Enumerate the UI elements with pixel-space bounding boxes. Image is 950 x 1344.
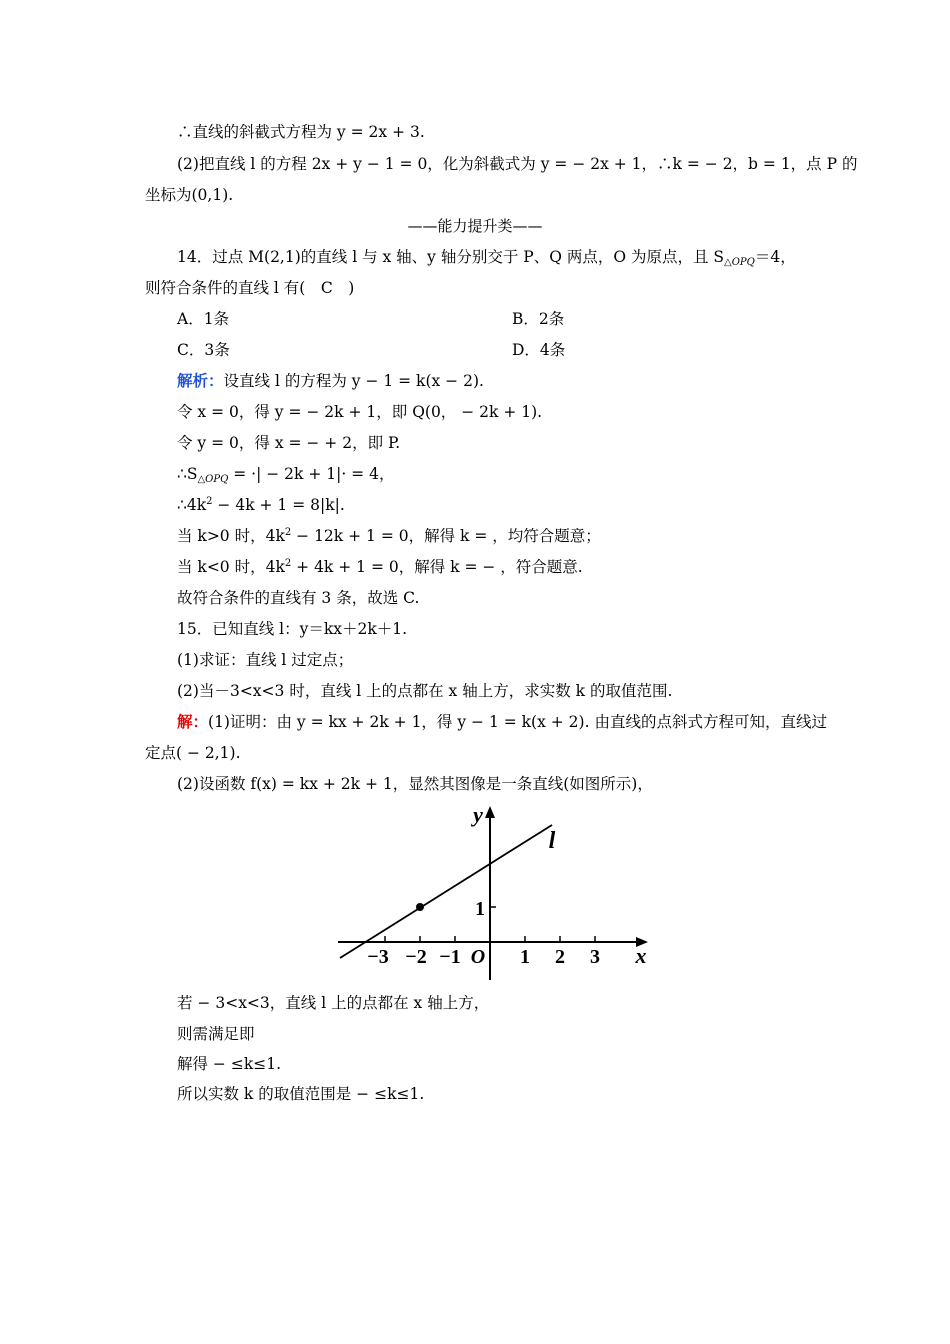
- function-line-l: [340, 825, 552, 958]
- x-tick-label: 3: [590, 946, 600, 968]
- superscript: 2: [284, 527, 292, 538]
- text-line: 解得 − ≤k≤1.: [177, 1055, 281, 1073]
- solution-14-line: [177, 371, 484, 391]
- question-14: [177, 247, 796, 273]
- subscript: △OPQ: [724, 257, 755, 268]
- text-line: [177, 495, 345, 515]
- text-part: − 4k + 1 = 8|k|.: [212, 496, 345, 514]
- solution-label: 解析：: [177, 371, 224, 390]
- line-graph-figure: [330, 800, 660, 990]
- option-a: A．1条: [177, 310, 230, 328]
- origin-label: O: [470, 946, 486, 968]
- y-axis-arrow: [485, 806, 495, 818]
- text-line: (2)当－3<x<3 时，直线 l 上的点都在 x 轴上方，求实数 k 的取值范围.: [177, 682, 673, 700]
- solution-text: 设直线 l 的方程为 y − 1 = k(x − 2).: [223, 372, 484, 390]
- option-c: C．3条: [177, 341, 230, 359]
- text-line: 则符合条件的直线 l 有( C ): [145, 279, 355, 297]
- question-15: 15．已知直线 l：y＝kx＋2k＋1.: [177, 620, 408, 638]
- text-line: 则需满足即: [177, 1025, 255, 1043]
- text-line: 定点( − 2,1).: [145, 744, 241, 762]
- text-line: (2)把直线 l 的方程 2x + y − 1 = 0，化为斜截式为 y = − 2x + 1，∴k = − 2，b = 1，点 P 的: [177, 155, 858, 173]
- subscript: △OPQ: [197, 474, 229, 485]
- option-b: B．2条: [512, 310, 565, 328]
- text-part: 当 k<0 时，4k: [177, 558, 285, 576]
- text-part: ∴4k: [177, 496, 207, 514]
- text-part: + 4k + 1 = 0，解得 k = − ，符合题意.: [291, 558, 583, 576]
- option-d: D．4条: [512, 341, 566, 359]
- text-line: [177, 464, 394, 490]
- text-part: ∴S: [177, 465, 198, 483]
- text-part: = ·| − 2k + 1|· = 4，: [228, 465, 395, 483]
- x-tick-label: 1: [520, 946, 530, 968]
- text-line: 坐标为(0,1).: [145, 186, 234, 204]
- question-14-text-end: ＝4，: [754, 248, 796, 266]
- y-tick-label: 1: [475, 898, 485, 920]
- fixed-point: [416, 903, 424, 911]
- line-label: l: [548, 828, 556, 854]
- x-tick-label: −2: [405, 946, 427, 968]
- text-line: [177, 557, 583, 577]
- x-tick-label: −1: [439, 946, 461, 968]
- solution-text: (1)证明：由 y = kx + 2k + 1，得 y − 1 = k(x + 2). 由直线的点斜式方程可知，直线过: [208, 713, 827, 731]
- superscript: 2: [284, 558, 292, 569]
- question-14-text: 14．过点 M(2,1)的直线 l 与 x 轴、y 轴分别交于 P、Q 两点，O 为原点，且 S: [177, 248, 725, 266]
- text-line: 令 y = 0，得 x = − + 2，即 P.: [177, 434, 401, 452]
- text-line: (1)求证：直线 l 过定点；: [177, 651, 354, 669]
- x-tick-label: −3: [367, 946, 389, 968]
- text-line: (2)设函数 f(x) = kx + 2k + 1，显然其图像是一条直线(如图所示)，: [177, 775, 653, 793]
- superscript: 2: [206, 496, 213, 507]
- x-tick-label: 2: [555, 946, 565, 968]
- text-part: − 12k + 1 = 0，解得 k = ，均符合题意；: [291, 527, 601, 545]
- y-axis-label: y: [473, 802, 483, 827]
- section-heading: ——能力提升类——: [407, 217, 543, 235]
- solution-15-line: [177, 712, 827, 732]
- text-line: 故符合条件的直线有 3 条，故选 C.: [177, 589, 420, 607]
- text-line: 若 − 3<x<3，直线 l 上的点都在 x 轴上方，: [177, 994, 490, 1012]
- text-line: [177, 526, 601, 546]
- text-part: 当 k>0 时，4k: [177, 527, 285, 545]
- x-axis-label: x: [635, 943, 647, 968]
- text-line: 令 x = 0，得 y = − 2k + 1，即 Q(0， − 2k + 1).: [177, 403, 543, 421]
- text-line: ∴直线的斜截式方程为 y = 2x + 3.: [177, 123, 425, 141]
- text-line: 所以实数 k 的取值范围是 − ≤k≤1.: [177, 1085, 425, 1103]
- solution-label: 解：: [177, 712, 209, 731]
